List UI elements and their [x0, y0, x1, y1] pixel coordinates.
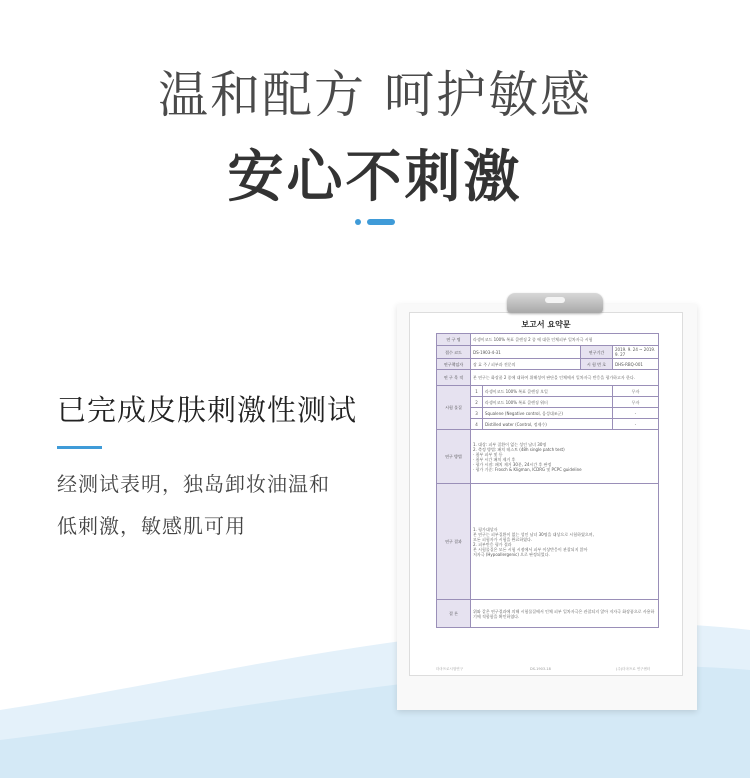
clipboard-clip — [507, 293, 603, 313]
sample-name: 라생이코드 100% 복표 클렌징 오일 — [483, 386, 613, 397]
label-purpose: 연 구 목 적 — [437, 370, 471, 386]
sample-result: 무자 — [613, 386, 659, 397]
footer-middle: DS-1903-18 — [530, 667, 551, 671]
results-line: 본 시험물질은 모든 시험 시점에서 피부 이상반응이 관찰되지 않아 — [473, 546, 588, 552]
section-description-line-1: 经测试表明，独岛卸妆油温和 — [57, 472, 330, 496]
section-rule — [57, 446, 102, 449]
label-test-number: 시 험 번 호 — [581, 359, 613, 370]
sample-no: 4 — [471, 419, 483, 430]
footer-left: 더마프로시험연구 — [436, 667, 464, 671]
results-line: 모든 피험자가 시험을 완료하였다. — [473, 536, 533, 542]
value-conclusion: 위와 같은 연구결과에 의해 시험물질에서 인체 피부 일차자극은 관찰되지 않아 저자극 화장품으로 사용하기에 적합함을 확인하였다. — [471, 600, 659, 628]
method-line: 2. 측정 방법: 패치 테스트 (48h single patch test) — [473, 446, 565, 452]
label-investigator: 연구책임자 — [437, 359, 471, 370]
results-line: 본 연구는 피부질환이 없는 성인 남녀 30명을 대상으로 시험하였으며, — [473, 531, 594, 537]
value-study-name: 라생이코드 100% 복표 클렌징 2 종 에 대한 인체피부 일차자극 시험 — [471, 334, 659, 346]
value-study-period: 2019. 9. 24 ~ 2019. 9. 27 — [613, 346, 659, 359]
label-study-name: 연 구 명 — [437, 334, 471, 346]
section-title: 已完成皮肤刺激性测试 — [57, 393, 358, 427]
method-line: · 평가 기준: Frosch & Kligman, ICDRG 및 PCPC guideline — [473, 466, 582, 472]
sample-result: - — [613, 419, 659, 430]
label-test-materials: 시험 물질 — [437, 386, 471, 430]
sample-no: 1 — [471, 386, 483, 397]
results-line: 저자극 (Hypoallergenic) 으로 판정되었다. — [473, 551, 550, 557]
report-table — [436, 333, 659, 628]
section-description-line-2: 低刺激，敏感肌可用 — [57, 514, 246, 538]
label-results: 연구 결과 — [437, 484, 471, 600]
headline-line-2: 安心不刺激 — [227, 145, 523, 210]
report-document — [409, 312, 683, 676]
method-line: 1. 대상: 피부 질환이 없는 성인 남녀 30명 — [473, 441, 547, 447]
headline-line-1: 温和配方 呵护敏感 — [158, 66, 592, 124]
results-line: 2. 피부반응 평가 결과 — [473, 541, 512, 547]
report-title: 보고서 요약문 — [521, 320, 571, 329]
value-purpose: 본 연구는 화장품 2 종에 대하여 위해성여 판단을 인체에서 일차자극 반응을 평가하고자 한다. — [471, 370, 659, 386]
sample-no: 2 — [471, 397, 483, 408]
label-study-period: 연구기간 — [581, 346, 613, 359]
value-test-number: DHS-RBQ-001 — [613, 359, 659, 370]
method-line: · 첨부 피부 및 등 — [473, 451, 503, 457]
sample-result: 무자 — [613, 397, 659, 408]
label-conclusion: 결 론 — [437, 600, 471, 628]
method-line: · 평가 시점: 패치 제거 30분, 24시간 후 판정 — [473, 461, 552, 467]
method-line: · 첨부 시간 패치 제거 후 — [473, 456, 516, 462]
value-receipt-code: DS-1903-4-31 — [471, 346, 581, 359]
sample-result: - — [613, 408, 659, 419]
label-receipt-code: 접수 코드 — [437, 346, 471, 359]
sample-name: 라생이코드 100% 복표 클렌징 워터 — [483, 397, 613, 408]
sample-name: Distilled water (Control, 정제수) — [483, 419, 613, 430]
value-results — [471, 484, 659, 600]
results-line: 1. 평가대상자 — [473, 526, 498, 532]
sample-no: 3 — [471, 408, 483, 419]
value-investigator: 장 효 주 / 피부과 전문의 — [471, 359, 581, 370]
value-method — [471, 430, 659, 484]
label-method: 연구 방법 — [437, 430, 471, 484]
sample-name: Squalene (Negative control, 음성대조군) — [483, 408, 613, 419]
footer-right: (주)더마프로 연구센터 — [616, 667, 651, 671]
